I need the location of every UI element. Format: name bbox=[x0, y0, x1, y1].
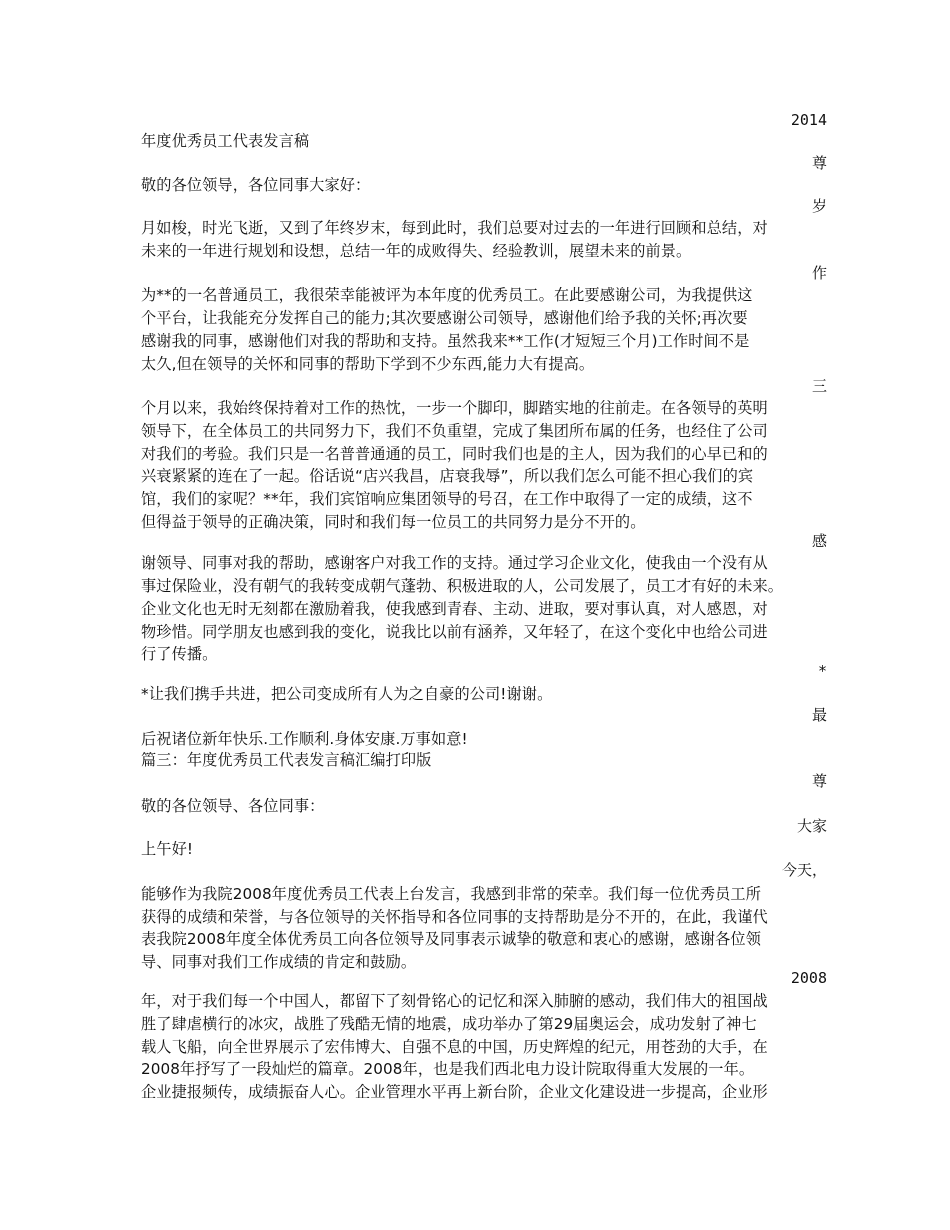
text-line: 为**的一名普通员工，我很荣幸能被评为本年度的优秀员工。在此要感谢公司，为我提供这 bbox=[141, 286, 753, 304]
text-line: 2008年抒写了一段灿烂的篇章。2008年，也是我们西北电力设计院取得重大发展的一年。 bbox=[141, 1060, 755, 1078]
text-line: 但得益于领导的正确决策，同时和我们每一位员工的共同努力是分不开的。 bbox=[141, 513, 646, 531]
text-line: 后祝诸位新年快乐.工作顺利.身体安康.万事如意! bbox=[141, 730, 468, 748]
section-heading: 篇三：年度优秀员工代表发言稿汇编打印版 bbox=[141, 751, 432, 769]
greeting: 上午好! bbox=[141, 840, 194, 858]
text-line: 物珍惜。同学朋友也感到我的变化，说我比以前有涵养，又年轻了，在这个变化中也给公司进 bbox=[141, 623, 768, 641]
text-line: 导、同事对我们工作成绩的肯定和鼓励。 bbox=[141, 953, 417, 971]
text-line: 载人飞船，向全世界展示了宏伟博大、自强不息的中国，历史辉煌的纪元，用苍劲的大手，在 bbox=[141, 1038, 768, 1056]
text-line: 胜了肆虐横行的冰灾，战胜了残酷无情的地震，成功举办了第29届奥运会，成功发射了神七 bbox=[141, 1015, 757, 1033]
text-line: 馆，我们的家呢？**年，我们宾馆响应集团领导的号召，在工作中取得了一定的成绩，这不 bbox=[141, 490, 753, 508]
text-line: 能够作为我院2008年度优秀员工代表上台发言，我感到非常的荣幸。我们每一位优秀员工所 bbox=[141, 885, 761, 903]
marker-char: 三 bbox=[811, 377, 827, 395]
text-line: 事过保险业，没有朝气的我转变成朝气蓬勃、积极进取的人，公司发展了，员工才有好的未来。 bbox=[141, 577, 784, 595]
text-line: *让我们携手共进，把公司变成所有人为之自豪的公司!谢谢。 bbox=[141, 685, 553, 703]
marker-char: 感 bbox=[811, 532, 827, 550]
text-line: 企业捷报频传，成绩振奋人心。企业管理水平再上新台阶，企业文化建设进一步提高，企业形 bbox=[141, 1083, 768, 1101]
marker-text: 大家 bbox=[796, 817, 827, 835]
salutation: 敬的各位领导、各位同事： bbox=[141, 797, 325, 815]
marker-char: 尊 bbox=[811, 154, 827, 172]
marker-char: 尊 bbox=[811, 772, 827, 790]
marker-year: 2008 bbox=[790, 969, 827, 987]
text-line: 表我院2008年度全体优秀员工向各位领导及同事表示诚挚的敬意和衷心的感谢，感谢各位领 bbox=[141, 930, 761, 948]
marker-year: 2014 bbox=[790, 111, 827, 129]
text-line: 个月以来，我始终保持着对工作的热忱，一步一个脚印，脚踏实地的往前走。在各领导的英明 bbox=[141, 399, 768, 417]
marker-char: 岁 bbox=[811, 197, 827, 215]
text-line: 感谢我的同事，感谢他们对我的帮助和支持。虽然我来**工作(才短短三个月)工作时间不是 bbox=[141, 332, 750, 350]
doc-title: 年度优秀员工代表发言稿 bbox=[141, 132, 310, 150]
text-line: 企业文化也无时无刻都在激励着我，使我感到青春、主动、进取，要对事认真，对人感恩，对 bbox=[141, 600, 768, 618]
text-line: 个平台，让我能充分发挥自己的能力;其次要感谢公司领导，感谢他们给予我的关怀;再次要 bbox=[141, 309, 748, 327]
salutation: 敬的各位领导，各位同事大家好： bbox=[141, 176, 371, 194]
text-line: 行了传播。 bbox=[141, 645, 218, 663]
marker-char: * bbox=[817, 662, 827, 680]
text-line: 太久,但在领导的关怀和同事的帮助下学到不少东西,能力大有提高。 bbox=[141, 355, 595, 373]
marker-text: 今天， bbox=[781, 861, 827, 879]
marker-char: 最 bbox=[811, 706, 827, 724]
text-line: 谢领导、同事对我的帮助，感谢客户对我工作的支持。通过学习企业文化，使我由一个没有从 bbox=[141, 554, 768, 572]
text-line: 年，对于我们每一个中国人，都留下了刻骨铭心的记忆和深入肺腑的感动，我们伟大的祖国战 bbox=[141, 992, 768, 1010]
text-line: 获得的成绩和荣誉，与各位领导的关怀指导和各位同事的支持帮助是分不开的，在此，我谨代 bbox=[141, 908, 768, 926]
text-line: 领导下，在全体员工的共同努力下，我们不负重望，完成了集团所布属的任务，也经住了公司 bbox=[141, 422, 768, 440]
text-line: 月如梭，时光飞逝，又到了年终岁末，每到此时，我们总要对过去的一年进行回顾和总结，对 bbox=[141, 219, 768, 237]
text-line: 对我们的考验。我们只是一名普普通通的员工，同时我们也是的主人，因为我们的心早已和的 bbox=[141, 445, 768, 463]
text-line: 未来的一年进行规划和设想，总结一年的成败得失、经验教训，展望未来的前景。 bbox=[141, 242, 692, 260]
text-line: 兴衰紧紧的连在了一起。俗话说“店兴我昌，店衰我辱”，所以我们怎么可能不担心我们的宾 bbox=[141, 467, 754, 485]
marker-char: 作 bbox=[811, 264, 827, 282]
